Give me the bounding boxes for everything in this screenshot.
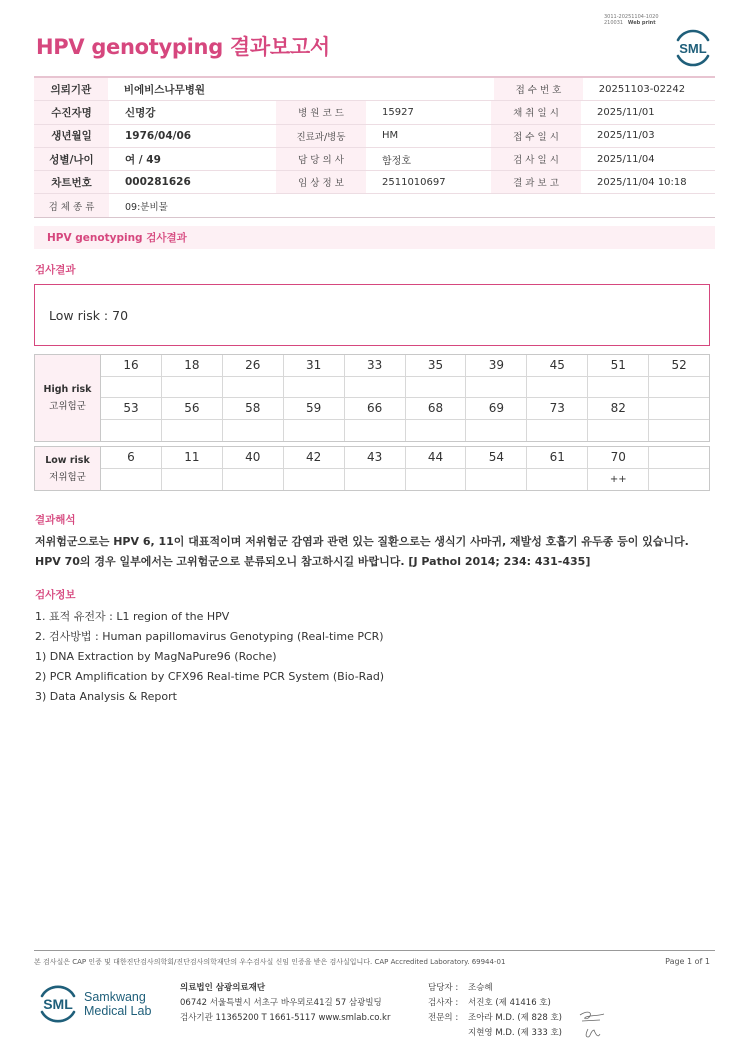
staff-name: 서진호 (제 41416 호) <box>468 998 551 1008</box>
high-risk-grid <box>34 354 710 442</box>
test-info-line: 2. 검사방법 : Human papillomavirus Genotyping (Real-time PCR) <box>35 630 384 643</box>
value-clinical-info: 2511010697 <box>382 176 446 188</box>
hpv-result-cell <box>284 420 345 442</box>
patient-info-table <box>34 76 715 218</box>
hpv-type-cell: 16 <box>101 355 162 376</box>
hpv-result-row <box>101 377 709 399</box>
hpv-result-cell <box>406 377 467 398</box>
page-number: Page 1 of 1 <box>665 957 710 966</box>
hpv-result-cell <box>101 469 162 491</box>
hpv-type-cell: 18 <box>162 355 223 376</box>
empty-cell <box>649 398 709 419</box>
hpv-result-cell <box>466 377 527 398</box>
label-requesting-org: 의뢰기관 <box>34 78 108 100</box>
hpv-result-row <box>101 420 709 442</box>
staff-name: 조승혜 <box>468 983 493 993</box>
label-collection-date: 채 취 일 시 <box>491 101 581 123</box>
hpv-type-row <box>101 398 709 420</box>
label-test-date: 검 사 일 시 <box>491 148 581 170</box>
staff-row <box>428 996 562 1011</box>
value-patient-name: 신명강 <box>125 106 156 119</box>
document-code <box>604 14 659 26</box>
hpv-result-cell <box>527 420 588 442</box>
staff-name: 조아라 M.D. (제 828 호) <box>468 1013 563 1023</box>
label-physician: 담 당 의 사 <box>276 148 366 170</box>
high-risk-body <box>101 355 709 441</box>
value-specimen-type: 09:분비물 <box>125 201 168 213</box>
section-title: HPV genotyping 검사결과 <box>34 226 715 249</box>
result-text: Low risk : 70 <box>49 307 129 323</box>
accreditation-note: 본 검사실은 CAP 인증 및 대한진단검사의학회/진단검사의학재단의 우수검사실 신임 인증을 받은 검사실입니다. CAP Accredited Laboratory. 69944-01 <box>34 958 506 966</box>
info-row <box>34 101 715 124</box>
staff-row <box>428 981 562 996</box>
info-row <box>34 171 715 194</box>
label-accession-no: 접 수 번 호 <box>494 78 583 100</box>
test-info-line: 3) Data Analysis & Report <box>35 690 177 703</box>
value-collection-date: 2025/11/01 <box>597 106 655 118</box>
test-info-line: 1. 표적 유전자 : L1 region of the HPV <box>35 610 230 623</box>
value-report-date: 2025/11/04 10:18 <box>597 176 687 188</box>
high-risk-header <box>35 355 101 441</box>
low-risk-label-en: Low risk <box>45 454 90 466</box>
hpv-result-cell <box>527 377 588 398</box>
value-department: HM <box>382 130 399 142</box>
result-box <box>34 284 710 346</box>
hpv-type-cell: 43 <box>345 447 406 468</box>
interpretation-line1: 저위험군으로는 HPV 6, 11이 대표적이며 저위험군 감염과 관련 있는 질환으로는 생식기 사마귀, 재발성 호흡기 유두종 등이 있습니다. <box>35 535 689 548</box>
staff-label: 담당자 : <box>428 983 459 993</box>
value-physician: 함정호 <box>382 155 411 167</box>
footer-divider <box>34 950 715 951</box>
hpv-result-cell: ++ <box>588 469 649 491</box>
label-birth-date: 생년월일 <box>34 125 109 147</box>
hpv-type-cell: 70 <box>588 447 649 468</box>
org-name-line1: Samkwang <box>84 990 146 1004</box>
hpv-result-cell <box>223 469 284 491</box>
lab-contact: 검사기관 11365200 T 1661-5117 www.smlab.co.kr <box>180 1013 391 1023</box>
hpv-result-cell <box>527 469 588 491</box>
empty-cell <box>649 420 709 442</box>
hpv-type-cell: 6 <box>101 447 162 468</box>
hpv-result-row <box>101 469 709 491</box>
hpv-type-cell: 66 <box>345 398 406 419</box>
hpv-result-cell <box>345 420 406 442</box>
hpv-type-cell: 54 <box>466 447 527 468</box>
hpv-type-cell: 31 <box>284 355 345 376</box>
hpv-type-cell: 39 <box>466 355 527 376</box>
empty-cell <box>649 469 709 491</box>
hpv-result-cell <box>223 420 284 442</box>
hpv-result-cell <box>649 377 709 398</box>
hpv-type-cell: 51 <box>588 355 649 376</box>
value-birth-date: 1976/04/06 <box>125 129 192 142</box>
hpv-result-cell <box>588 377 649 398</box>
value-sex-age: 여 / 49 <box>125 153 161 166</box>
hpv-result-cell <box>466 420 527 442</box>
hpv-type-cell: 53 <box>101 398 162 419</box>
hpv-type-cell: 61 <box>527 447 588 468</box>
info-row <box>34 194 715 217</box>
hpv-result-cell <box>466 469 527 491</box>
hpv-result-cell <box>101 377 162 398</box>
hpv-result-cell <box>406 420 467 442</box>
label-receipt-date: 접 수 일 시 <box>491 125 581 147</box>
low-risk-grid <box>34 446 710 491</box>
label-specimen-type: 검 체 종 류 <box>34 194 109 216</box>
test-info-line: 1) DNA Extraction by MagNaPure96 (Roche) <box>35 650 277 663</box>
doc-code-line2: 210031 <box>604 20 624 26</box>
report-title: HPV genotyping 결과보고서 <box>36 35 330 59</box>
hpv-type-row <box>101 447 709 469</box>
label-department: 진료과/병동 <box>276 125 366 147</box>
staff-row <box>428 1026 562 1041</box>
footer-logo-text: SML <box>43 996 73 1012</box>
info-row <box>34 148 715 171</box>
value-chart-no: 000281626 <box>125 176 191 189</box>
hpv-type-cell: 35 <box>406 355 467 376</box>
hpv-type-cell: 73 <box>527 398 588 419</box>
hpv-result-cell <box>162 469 223 491</box>
hpv-type-row <box>101 355 709 377</box>
interpretation-heading: 결과해석 <box>35 514 76 526</box>
empty-cell <box>649 447 709 468</box>
sml-footer-logo <box>36 982 80 1024</box>
value-test-date: 2025/11/04 <box>597 153 655 165</box>
label-report-date: 결 과 보 고 <box>491 171 581 193</box>
sml-logo <box>672 26 714 68</box>
result-heading: 검사결과 <box>35 264 76 276</box>
label-patient-name: 수진자명 <box>34 101 109 123</box>
hpv-result-cell <box>223 377 284 398</box>
value-accession-no: 20251103-02242 <box>598 83 686 95</box>
doc-code-line1: 3011-20251104-1020 <box>604 14 659 20</box>
label-sex-age: 성별/나이 <box>34 148 109 170</box>
info-row <box>34 125 715 148</box>
hpv-result-cell <box>588 420 649 442</box>
org-name-line2: Medical Lab <box>84 1004 152 1018</box>
hpv-type-cell: 40 <box>223 447 284 468</box>
lab-info <box>180 981 390 1026</box>
physician-signature <box>578 1007 608 1041</box>
hpv-type-cell: 58 <box>223 398 284 419</box>
lab-name: 의료법인 삼광의료재단 <box>180 983 266 993</box>
hpv-result-cell <box>101 420 162 442</box>
value-hospital-code: 15927 <box>382 106 414 118</box>
hpv-type-cell: 26 <box>223 355 284 376</box>
hpv-result-cell <box>345 377 406 398</box>
staff-name: 지현영 M.D. (제 333 호) <box>468 1028 563 1038</box>
test-info-line: 2) PCR Amplification by CFX96 Real-time PCR System (Bio-Rad) <box>35 670 385 683</box>
interpretation-line2: HPV 70의 경우 일부에서는 고위험군으로 분류되오니 참고하시길 바랍니다. [J Pathol 2014; 234: 431-435] <box>35 555 591 568</box>
hpv-type-cell: 11 <box>162 447 223 468</box>
web-print-label: Web print <box>627 20 656 26</box>
test-info-list <box>35 607 384 707</box>
hpv-type-cell: 44 <box>406 447 467 468</box>
staff-row <box>428 1011 562 1026</box>
hpv-type-cell: 69 <box>466 398 527 419</box>
staff-label <box>428 1026 468 1041</box>
value-requesting-org: 비에비스나무병원 <box>123 83 206 96</box>
label-chart-no: 차트번호 <box>34 171 109 193</box>
low-risk-label-ko: 저위험군 <box>49 471 86 483</box>
logo-text: SML <box>679 41 707 56</box>
low-risk-header <box>35 447 101 490</box>
staff-label: 전문의 : <box>428 1013 459 1023</box>
label-clinical-info: 임 상 정 보 <box>276 171 366 193</box>
hpv-type-cell: 45 <box>527 355 588 376</box>
hpv-result-cell <box>406 469 467 491</box>
high-risk-label-ko: 고위험군 <box>49 401 86 412</box>
hpv-type-cell: 68 <box>406 398 467 419</box>
low-risk-body <box>101 447 709 490</box>
hpv-type-cell: 82 <box>588 398 649 419</box>
hpv-result-cell <box>345 469 406 491</box>
label-hospital-code: 병 원 코 드 <box>276 101 366 123</box>
hpv-result-cell <box>162 420 223 442</box>
info-heading: 검사정보 <box>35 589 76 601</box>
hpv-type-cell: 42 <box>284 447 345 468</box>
info-row <box>34 78 715 101</box>
hpv-result-cell <box>284 377 345 398</box>
hpv-type-cell: 52 <box>671 358 687 373</box>
hpv-type-cell: 33 <box>345 355 406 376</box>
hpv-result-cell <box>162 377 223 398</box>
lab-address: 06742 서울특별시 서초구 바우뫼로41길 57 삼광빌딩 <box>180 998 382 1008</box>
value-receipt-date: 2025/11/03 <box>597 130 655 142</box>
hpv-type-cell: 59 <box>284 398 345 419</box>
hpv-result-cell <box>284 469 345 491</box>
staff-label: 검사자 : <box>428 998 459 1008</box>
staff-list <box>428 981 562 1041</box>
high-risk-label-en: High risk <box>43 384 92 395</box>
org-name <box>84 990 151 1018</box>
hpv-type-cell: 56 <box>162 398 223 419</box>
